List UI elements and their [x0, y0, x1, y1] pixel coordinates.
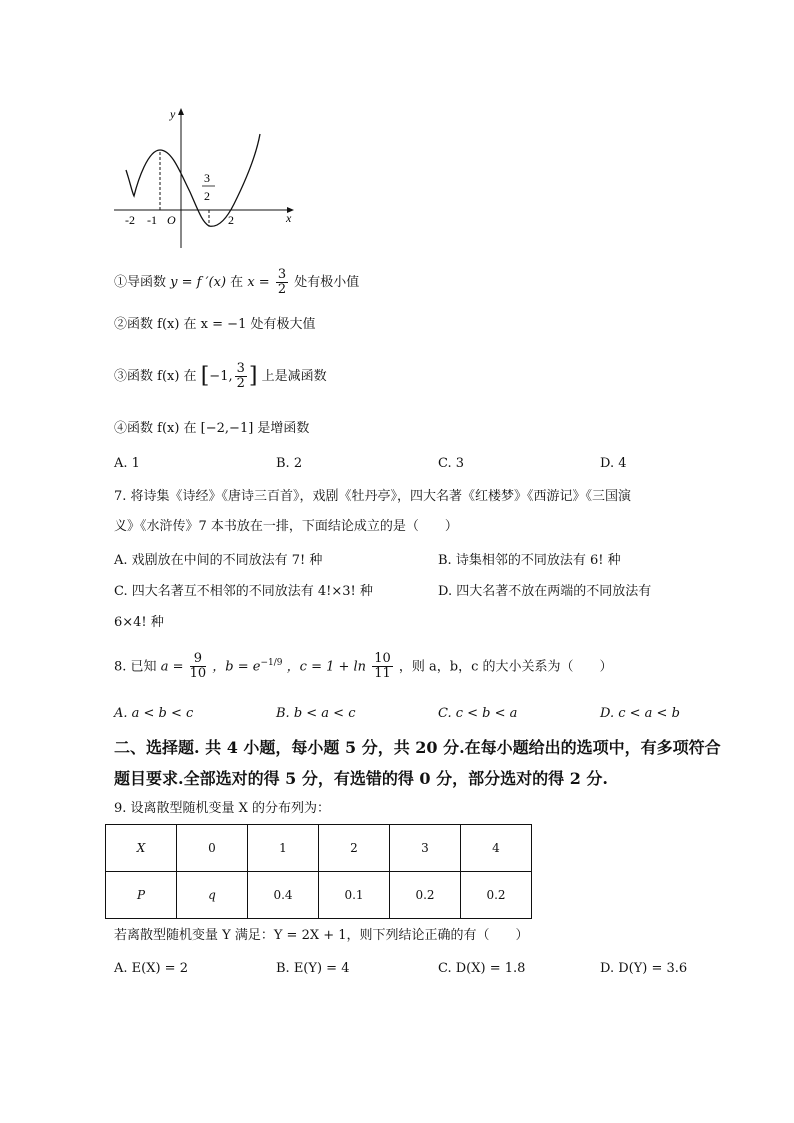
statement-3: ③函数 f(x) 在 [−1, $\frac{3}{2}$ ] 上是减函数	[114, 361, 327, 391]
x-label: x	[286, 211, 292, 225]
statement-4: ④函数 f(x) 在 [−2,−1] 是增函数	[114, 421, 310, 436]
s1-fx: y = f ′(x)	[170, 275, 227, 290]
q6-option-d[interactable]: D. 4	[600, 456, 627, 471]
section2-line2: 题目要求.全部选对的得 5 分，有选错的得 0 分，部分选对的得 2 分.	[114, 769, 608, 788]
table-cell: 1	[248, 825, 319, 872]
s3-post: 上是减函数	[261, 369, 327, 384]
y-axis-arrow	[178, 108, 184, 115]
q8-option-b[interactable]: B. b < a < c	[276, 706, 356, 721]
y-label: y	[170, 107, 176, 121]
table-row	[106, 825, 532, 872]
q9-option-a[interactable]: A. E(X) = 2	[114, 961, 188, 976]
q9-stem: 9. 设离散型随机变量 X 的分布列为：	[114, 801, 331, 816]
q8-stem: 8. 已知 a = $\frac{9}{10}$ ，$b = e^{-1/9}$ ，c = 1 + ln $\frac{10}{11}$ ，则 a，b，c 的大小关系为（ ）	[114, 651, 613, 682]
q7-option-d-cont: 6×4! 种	[114, 615, 164, 630]
q9-after: 若离散型随机变量 Y 满足：Y = 2X + 1，则下列结论正确的有（ ）	[114, 928, 529, 943]
table-cell: 0.2	[390, 872, 461, 919]
table-cell: 0	[177, 825, 248, 872]
q8-option-a[interactable]: A. a < b < c	[114, 706, 194, 721]
s1-post: 处有极小值	[294, 275, 360, 290]
tick-minus2: -2	[125, 213, 135, 227]
tick-2: 2	[228, 213, 234, 227]
origin-label: O	[167, 213, 176, 227]
q7-option-d[interactable]: D. 四大名著不放在两端的不同放法有	[438, 584, 652, 599]
q8-c-frac: $\frac{10}{11}$	[374, 651, 391, 682]
q7-option-b[interactable]: B. 诗集相邻的不同放法有 6! 种	[438, 553, 621, 568]
q8-option-d[interactable]: D. c < a < b	[600, 706, 680, 721]
s3-frac: $\frac{3}{2}$	[236, 361, 245, 391]
tick-minus1: -1	[147, 213, 157, 227]
table-cell: 0.1	[319, 872, 390, 919]
table-cell: 4	[461, 825, 532, 872]
table-cell: P	[106, 872, 177, 919]
function-graph	[110, 100, 310, 250]
table-row	[106, 872, 532, 919]
frac-den-label: 2	[204, 189, 210, 203]
table-cell: q	[177, 872, 248, 919]
statement-1	[114, 268, 359, 297]
q6-option-c[interactable]: C. 3	[438, 456, 465, 471]
frac-num-label: 3	[204, 171, 210, 185]
q9-option-d[interactable]: D. D(Y) = 3.6	[600, 961, 688, 976]
section2-line1: 二、选择题. 共 4 小题，每小题 5 分，共 20 分.在每小题给出的选项中，有多项符合	[114, 738, 721, 757]
s1-frac: $\frac{3}{2}$	[277, 267, 287, 297]
table-cell: X	[106, 825, 177, 872]
table-cell: 2	[319, 825, 390, 872]
distribution-table	[105, 824, 532, 919]
s3-a: −1,	[209, 369, 233, 384]
q8-b-exp: −1/9	[260, 658, 283, 668]
s3-pre: ③函数 f(x) 在	[114, 369, 197, 384]
q8-a-frac: $\frac{9}{10}$	[189, 651, 207, 682]
q8-option-c[interactable]: C. c < b < a	[438, 706, 518, 721]
q9-option-b[interactable]: B. E(Y) = 4	[276, 961, 350, 976]
s1-x: x =	[247, 275, 270, 290]
q6-option-a[interactable]: A. 1	[114, 456, 140, 471]
q7-option-c[interactable]: C. 四大名著互不相邻的不同放法有 4!×3! 种	[114, 584, 373, 599]
q7-stem-line1: 7. 将诗集《诗经》《唐诗三百首》，戏剧《牡丹亭》，四大名著《红楼梦》《西游记》《三国演	[114, 489, 632, 504]
table-cell: 3	[390, 825, 461, 872]
q7-option-a[interactable]: A. 戏剧放在中间的不同放法有 7! 种	[114, 553, 323, 568]
s1-mid: 在	[230, 275, 244, 290]
q6-option-b[interactable]: B. 2	[276, 456, 303, 471]
q7-stem-line2: 义》《水浒传》7 本书放在一排，下面结论成立的是（ ）	[114, 519, 458, 534]
table-cell: 0.4	[248, 872, 319, 919]
s1-pre: ①导函数	[114, 275, 167, 290]
table-cell: 0.2	[461, 872, 532, 919]
statement-2: ②函数 f(x) 在 x = −1 处有极大值	[114, 317, 316, 332]
q9-option-c[interactable]: C. D(X) = 1.8	[438, 961, 526, 976]
